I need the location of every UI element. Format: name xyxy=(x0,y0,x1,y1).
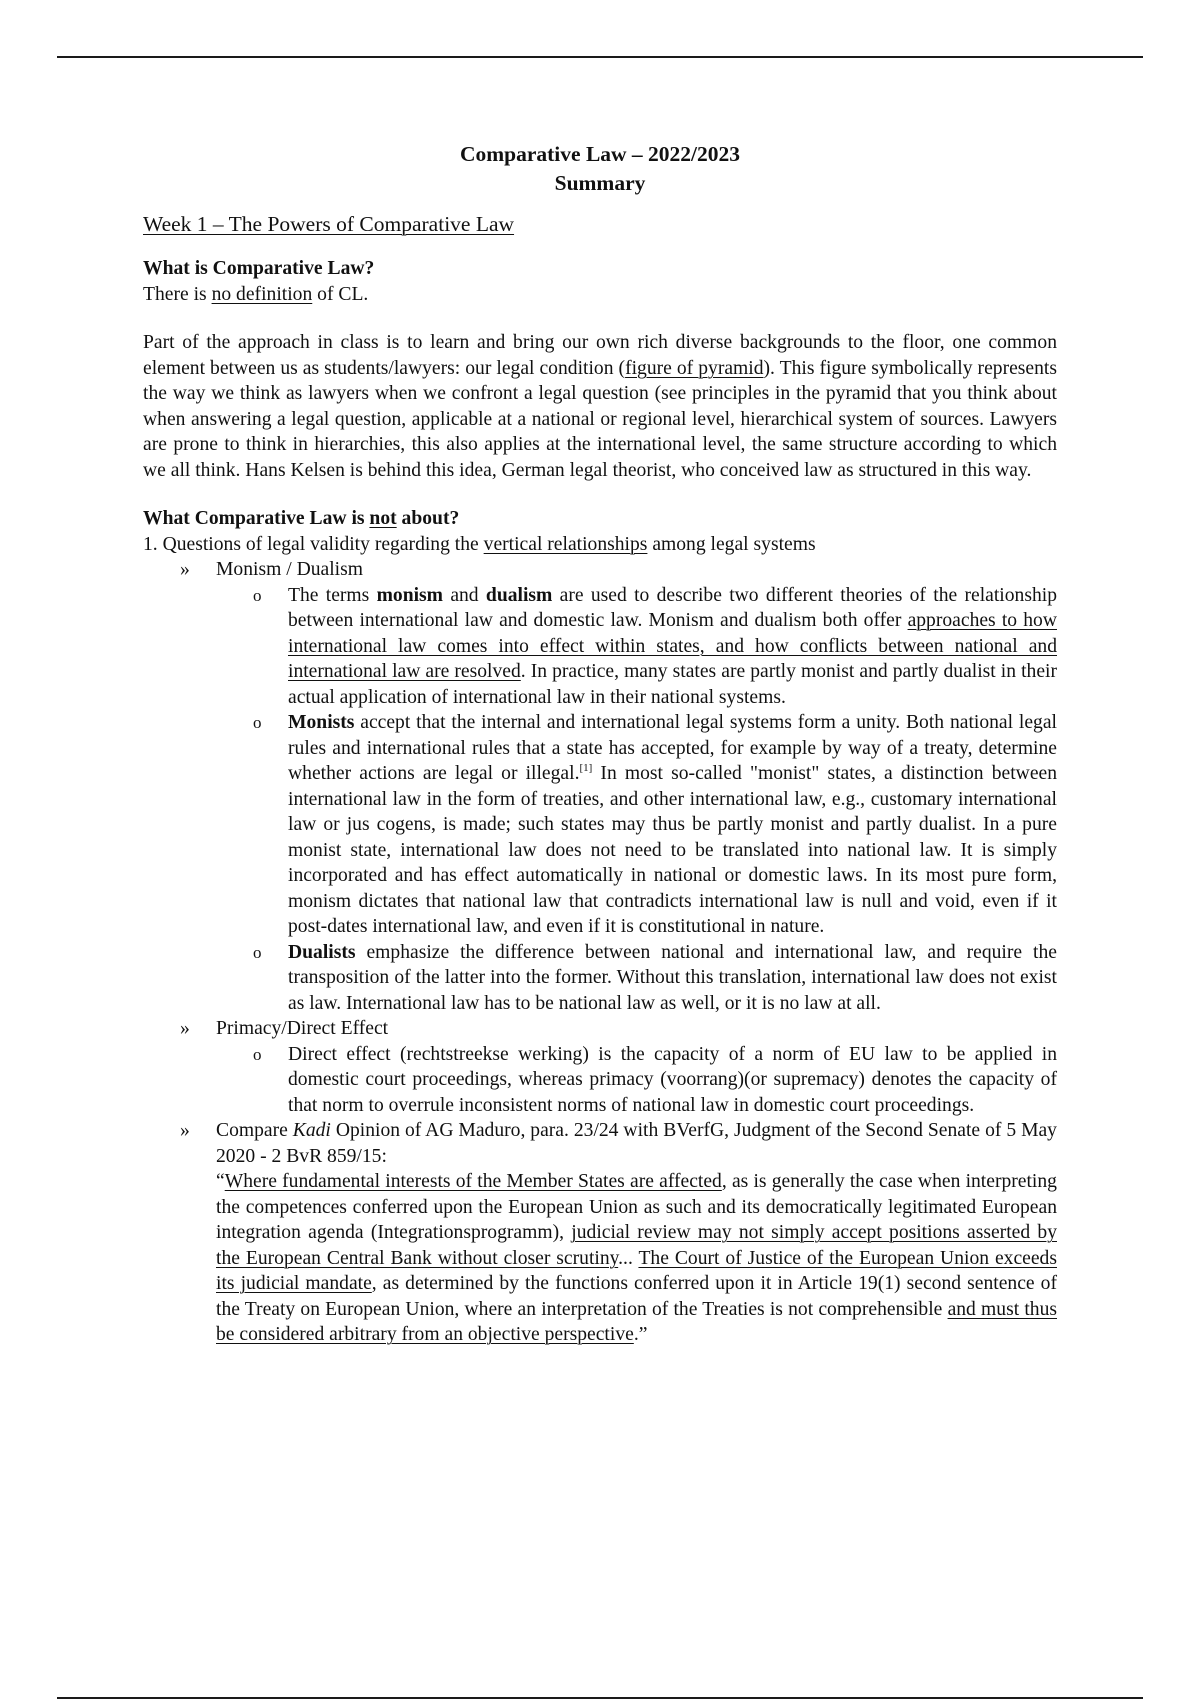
bullet-primacy: » Primacy/Direct Effect xyxy=(143,1016,1057,1042)
bullet-monism-dualism: » Monism / Dualism xyxy=(143,557,1057,583)
sub-bullet-direct-effect: o Direct effect (rechtstreekse werking) is the capacity of a norm of EU law to be applied in domestic court proceedings, whereas primacy (voorrang)(or supremacy) denotes the capacity of that norm to overrule inconsistent norms of national law in domestic court proceedings. xyxy=(253,1043,1057,1116)
bottom-rule xyxy=(57,1697,1143,1699)
section-heading-what-is: What is Comparative Law? xyxy=(143,258,375,279)
week-heading-text: Week 1 – The Powers of Comparative Law xyxy=(143,212,515,236)
footnote-ref[interactable]: [1] xyxy=(579,762,593,774)
bullet-kadi-compare: » Compare Kadi Opinion of AG Maduro, para. 23/24 with BVerfG, Judgment of the Second Senate of 5 May 2020 - 2 BvR 859/15: “Where fundamental interests of the Member States are affected, as is generally the case when interpreting the competences conferred upon the European Union as such and its democratically legitimated European integration agenda (Integrationsprogramm), judicial review may not simply accept positions asserted by the European Central Bank without closer scrutiny... The Court of Justice of the European Union exceeds its judicial mandate, as determined by the functions conferred upon it in Article 19(1) second sentence of the Treaty on European Union, where an interpretation of the Treaties is not comprehensible and must thus be considered arbitrary from an objective perspective.” xyxy=(180,1120,1057,1345)
week-heading xyxy=(143,210,1057,238)
sub-bullet-terms: o The terms monism and dualism are used to describe two different theories of the relationship between international law and domestic law. Monism and dualism both offer approaches to how international law comes into effect within states, and how conflicts between national and international law are resolved. In practice, many states are partly monist and partly dualist in their actual application of international law in their national systems. xyxy=(253,584,1057,708)
document-title: Comparative Law – 2022/2023 xyxy=(459,142,741,166)
numbered-item-1: 1. Questions of legal validity regarding the vertical relationships among legal systems xyxy=(143,533,816,555)
document-page xyxy=(143,140,1057,1348)
document-subtitle: Summary xyxy=(554,171,646,195)
sub-bullet-mark: o xyxy=(253,1044,262,1064)
top-rule xyxy=(57,56,1143,58)
bullet-mark: » xyxy=(180,1018,190,1039)
sub-bullet-dualists: o Dualists emphasize the difference between national and international law, and require the transposition of the latter into the former. Without this translation, international law does not exist as law. International law has to be national law as well, or it is no law at all. xyxy=(253,941,1057,1014)
section-heading-what-not: What Comparative Law is not about? xyxy=(143,508,460,529)
bullet-mark: » xyxy=(180,1120,190,1141)
sub-bullet-mark: o xyxy=(253,585,262,605)
bullet-mark: » xyxy=(180,559,190,580)
sub-bullet-monists: o Monists accept that the internal and international legal systems form a unity. Both national legal rules and international rules that a state has accepted, for example by way of a treaty, determine whether actions are legal or illegal.[1] In most so-called "monist" states, a distinction between international law in the form of treaties, and other international law, e.g., customary international law or jus cogens, is made; such states may thus be partly monist and partly dualist. In a pure monist state, international law does not need to be translated into national law. It is simply incorporated and has effect automatically in national or domestic laws. In its most pure form, monism dictates that national law that contradicts international law is null and void, even if it post-dates international law, and even if it is constitutional in nature. xyxy=(253,712,1058,937)
approach-paragraph: Part of the approach in class is to learn and bring our own rich diverse backgrounds to the floor, one common element between us as students/lawyers: our legal condition (figure of pyramid). This figure symbolically represents the way we think as lawyers when we confront a legal question (see principles in the pyramid that you think about when answering a legal question, applicable at a national or regional level, hierarchical system of sources. Lawyers are prone to think in hierarchies, this also applies at the international level, the same structure according to which we all think. Hans Kelsen is behind this idea, German legal theorist, who conceived law as structured in this way. xyxy=(143,332,1057,481)
document-title-block xyxy=(143,140,1057,198)
bverfg-quote: “Where fundamental interests of the Member States are affected, as is generally the case when interpreting the competences conferred upon the European Union as such and its democratically legitimated European integration agenda (Integrationsprogramm), judicial review may not simply accept positions asserted by the European Central Bank without closer scrutiny... The Court of Justice of the European Union exceeds its judicial mandate, as determined by the functions conferred upon it in Article 19(1) second sentence of the Treaty on European Union, where an interpretation of the Treaties is not comprehensible and must thus be considered arbitrary from an objective perspective.” xyxy=(216,1171,1057,1345)
definition-paragraph: There is no definition of CL. xyxy=(143,283,369,305)
sub-bullet-mark: o xyxy=(253,942,262,962)
sub-bullet-mark: o xyxy=(253,713,262,732)
